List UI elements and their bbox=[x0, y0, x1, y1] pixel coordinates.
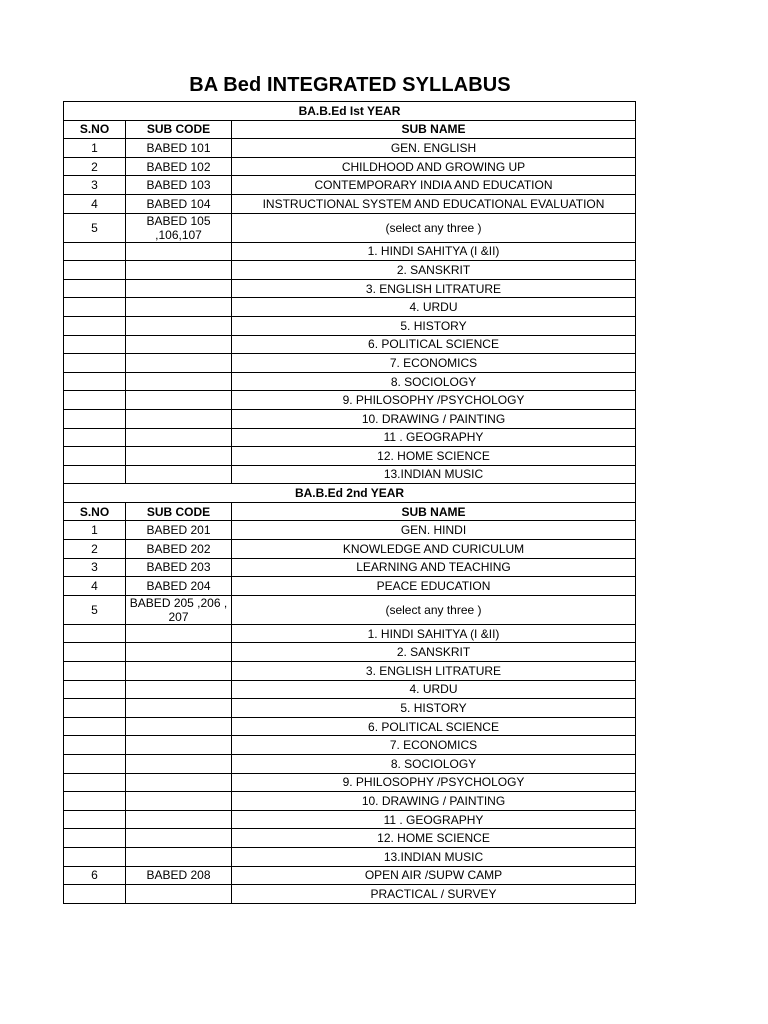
code-cell bbox=[126, 624, 232, 643]
option-row bbox=[64, 792, 636, 811]
sno-cell bbox=[64, 447, 126, 466]
code-cell: BABED 101 bbox=[126, 139, 232, 158]
sno-cell bbox=[64, 261, 126, 280]
name-cell: (select any three ) bbox=[232, 595, 636, 624]
option-name-cell: 7. ECONOMICS bbox=[232, 354, 636, 373]
table-row bbox=[64, 558, 636, 577]
code-cell: BABED 104 bbox=[126, 194, 232, 213]
table-row bbox=[64, 866, 636, 885]
code-cell bbox=[126, 298, 232, 317]
option-row bbox=[64, 465, 636, 484]
sno-cell bbox=[64, 829, 126, 848]
option-name-cell: 9. PHILOSOPHY /PSYCHOLOGY bbox=[232, 773, 636, 792]
name-cell: CONTEMPORARY INDIA AND EDUCATION bbox=[232, 176, 636, 195]
sno-cell: 1 bbox=[64, 521, 126, 540]
table-row bbox=[64, 521, 636, 540]
year2-section-row bbox=[64, 484, 636, 503]
sno-cell: 5 bbox=[64, 595, 126, 624]
sno-cell: 1 bbox=[64, 139, 126, 158]
option-name-cell: 6. POLITICAL SCIENCE bbox=[232, 335, 636, 354]
option-row bbox=[64, 810, 636, 829]
option-name-cell: 4. URDU bbox=[232, 298, 636, 317]
code-cell bbox=[126, 391, 232, 410]
code-cell: BABED 202 bbox=[126, 540, 232, 559]
code-cell bbox=[126, 465, 232, 484]
option-row bbox=[64, 316, 636, 335]
sno-cell bbox=[64, 810, 126, 829]
option-name-cell: 10. DRAWING / PAINTING bbox=[232, 792, 636, 811]
sno-cell bbox=[64, 847, 126, 866]
option-name-cell: 12. HOME SCIENCE bbox=[232, 447, 636, 466]
sno-cell: 4 bbox=[64, 577, 126, 596]
year1-label: BA.B.Ed Ist YEAR bbox=[64, 102, 636, 121]
option-row bbox=[64, 829, 636, 848]
option-row bbox=[64, 372, 636, 391]
name-cell: (select any three ) bbox=[232, 213, 636, 242]
year2-label: BA.B.Ed 2nd YEAR bbox=[64, 484, 636, 503]
option-row bbox=[64, 298, 636, 317]
option-name-cell: 11 . GEOGRAPHY bbox=[232, 810, 636, 829]
option-name-cell: 2. SANSKRIT bbox=[232, 261, 636, 280]
sno-cell bbox=[64, 409, 126, 428]
option-row bbox=[64, 662, 636, 681]
code-cell bbox=[126, 428, 232, 447]
name-cell: INSTRUCTIONAL SYSTEM AND EDUCATIONAL EVALUATION bbox=[232, 194, 636, 213]
code-cell: BABED 102 bbox=[126, 157, 232, 176]
code-cell bbox=[126, 792, 232, 811]
sno-cell bbox=[64, 372, 126, 391]
code-cell bbox=[126, 372, 232, 391]
option-row bbox=[64, 773, 636, 792]
option-name-cell: 13.INDIAN MUSIC bbox=[232, 465, 636, 484]
table-row bbox=[64, 194, 636, 213]
option-name-cell: 8. SOCIOLOGY bbox=[232, 755, 636, 774]
name-header: SUB NAME bbox=[232, 502, 636, 521]
option-row bbox=[64, 354, 636, 373]
code-cell bbox=[126, 810, 232, 829]
code-cell bbox=[126, 354, 232, 373]
option-row bbox=[64, 428, 636, 447]
sno-cell: 2 bbox=[64, 157, 126, 176]
option-name-cell: 6. POLITICAL SCIENCE bbox=[232, 717, 636, 736]
table-row bbox=[64, 176, 636, 195]
option-name-cell: 13.INDIAN MUSIC bbox=[232, 847, 636, 866]
sno-cell bbox=[64, 242, 126, 261]
year1-header-row bbox=[64, 120, 636, 139]
code-cell bbox=[126, 279, 232, 298]
table-row bbox=[64, 595, 636, 624]
code-cell bbox=[126, 316, 232, 335]
document-title: BA Bed INTEGRATED SYLLABUS bbox=[189, 74, 511, 96]
code-cell: BABED 203 bbox=[126, 558, 232, 577]
code-cell bbox=[126, 717, 232, 736]
option-name-cell: 12. HOME SCIENCE bbox=[232, 829, 636, 848]
sno-cell bbox=[64, 279, 126, 298]
code-cell bbox=[126, 261, 232, 280]
sno-cell bbox=[64, 792, 126, 811]
option-name-cell: 3. ENGLISH LITRATURE bbox=[232, 279, 636, 298]
sno-cell bbox=[64, 680, 126, 699]
sno-cell bbox=[64, 736, 126, 755]
name-cell: OPEN AIR /SUPW CAMP bbox=[232, 866, 636, 885]
sno-cell bbox=[64, 335, 126, 354]
year2-options bbox=[64, 624, 636, 866]
sno-cell bbox=[64, 428, 126, 447]
option-row bbox=[64, 699, 636, 718]
option-row bbox=[64, 409, 636, 428]
code-cell bbox=[126, 643, 232, 662]
sno-cell bbox=[64, 624, 126, 643]
option-name-cell: 8. SOCIOLOGY bbox=[232, 372, 636, 391]
name-cell: GEN. ENGLISH bbox=[232, 139, 636, 158]
option-name-cell: 7. ECONOMICS bbox=[232, 736, 636, 755]
option-name-cell: 2. SANSKRIT bbox=[232, 643, 636, 662]
code-cell: BABED 208 bbox=[126, 866, 232, 885]
option-row bbox=[64, 847, 636, 866]
year1-options bbox=[64, 242, 636, 484]
sno-header: S.NO bbox=[64, 502, 126, 521]
name-cell: GEN. HINDI bbox=[232, 521, 636, 540]
option-row bbox=[64, 279, 636, 298]
option-name-cell: 11 . GEOGRAPHY bbox=[232, 428, 636, 447]
code-header: SUB CODE bbox=[126, 502, 232, 521]
sno-cell bbox=[64, 773, 126, 792]
sno-cell bbox=[64, 643, 126, 662]
option-name-cell: 5. HISTORY bbox=[232, 699, 636, 718]
option-row bbox=[64, 261, 636, 280]
sno-cell: 5 bbox=[64, 213, 126, 242]
option-row bbox=[64, 447, 636, 466]
sno-cell bbox=[64, 316, 126, 335]
code-cell bbox=[126, 847, 232, 866]
option-row bbox=[64, 717, 636, 736]
name-cell: CHILDHOOD AND GROWING UP bbox=[232, 157, 636, 176]
sno-cell bbox=[64, 755, 126, 774]
option-row bbox=[64, 624, 636, 643]
option-row bbox=[64, 643, 636, 662]
name-header: SUB NAME bbox=[232, 120, 636, 139]
code-cell bbox=[126, 409, 232, 428]
code-cell: BABED 103 bbox=[126, 176, 232, 195]
option-name-cell: 9. PHILOSOPHY /PSYCHOLOGY bbox=[232, 391, 636, 410]
sno-cell: 6 bbox=[64, 866, 126, 885]
code-cell bbox=[126, 829, 232, 848]
name-cell: PRACTICAL / SURVEY bbox=[232, 885, 636, 904]
code-header: SUB CODE bbox=[126, 120, 232, 139]
sno-cell bbox=[64, 662, 126, 681]
code-cell bbox=[126, 447, 232, 466]
sno-cell bbox=[64, 298, 126, 317]
year1-section-row bbox=[64, 102, 636, 121]
code-cell bbox=[126, 662, 232, 681]
sno-cell bbox=[64, 717, 126, 736]
name-cell: KNOWLEDGE AND CURICULUM bbox=[232, 540, 636, 559]
syllabus-table bbox=[63, 101, 636, 904]
name-cell: PEACE EDUCATION bbox=[232, 577, 636, 596]
table-row bbox=[64, 540, 636, 559]
sno-cell bbox=[64, 465, 126, 484]
code-cell bbox=[126, 755, 232, 774]
code-cell bbox=[126, 680, 232, 699]
code-cell bbox=[126, 736, 232, 755]
code-cell bbox=[126, 699, 232, 718]
option-name-cell: 1. HINDI SAHITYA (I &II) bbox=[232, 624, 636, 643]
sno-cell: 3 bbox=[64, 176, 126, 195]
code-cell: BABED 204 bbox=[126, 577, 232, 596]
table-row bbox=[64, 885, 636, 904]
code-cell: BABED 205 ,206 , 207 bbox=[126, 595, 232, 624]
option-row bbox=[64, 736, 636, 755]
option-row bbox=[64, 335, 636, 354]
code-cell bbox=[126, 773, 232, 792]
option-row bbox=[64, 242, 636, 261]
sno-cell: 3 bbox=[64, 558, 126, 577]
sno-cell: 2 bbox=[64, 540, 126, 559]
table-row bbox=[64, 157, 636, 176]
code-cell bbox=[126, 885, 232, 904]
option-name-cell: 1. HINDI SAHITYA (I &II) bbox=[232, 242, 636, 261]
code-cell: BABED 201 bbox=[126, 521, 232, 540]
sno-cell bbox=[64, 699, 126, 718]
table-row bbox=[64, 213, 636, 242]
code-cell bbox=[126, 335, 232, 354]
code-cell bbox=[126, 242, 232, 261]
sno-cell bbox=[64, 391, 126, 410]
name-cell: LEARNING AND TEACHING bbox=[232, 558, 636, 577]
sno-cell: 4 bbox=[64, 194, 126, 213]
sno-header: S.NO bbox=[64, 120, 126, 139]
option-name-cell: 10. DRAWING / PAINTING bbox=[232, 409, 636, 428]
code-cell: BABED 105 ,106,107 bbox=[126, 213, 232, 242]
sno-cell bbox=[64, 885, 126, 904]
table-row bbox=[64, 139, 636, 158]
option-name-cell: 5. HISTORY bbox=[232, 316, 636, 335]
year2-header-row bbox=[64, 502, 636, 521]
option-name-cell: 3. ENGLISH LITRATURE bbox=[232, 662, 636, 681]
option-row bbox=[64, 391, 636, 410]
option-name-cell: 4. URDU bbox=[232, 680, 636, 699]
sno-cell bbox=[64, 354, 126, 373]
option-row bbox=[64, 755, 636, 774]
table-row bbox=[64, 577, 636, 596]
option-row bbox=[64, 680, 636, 699]
